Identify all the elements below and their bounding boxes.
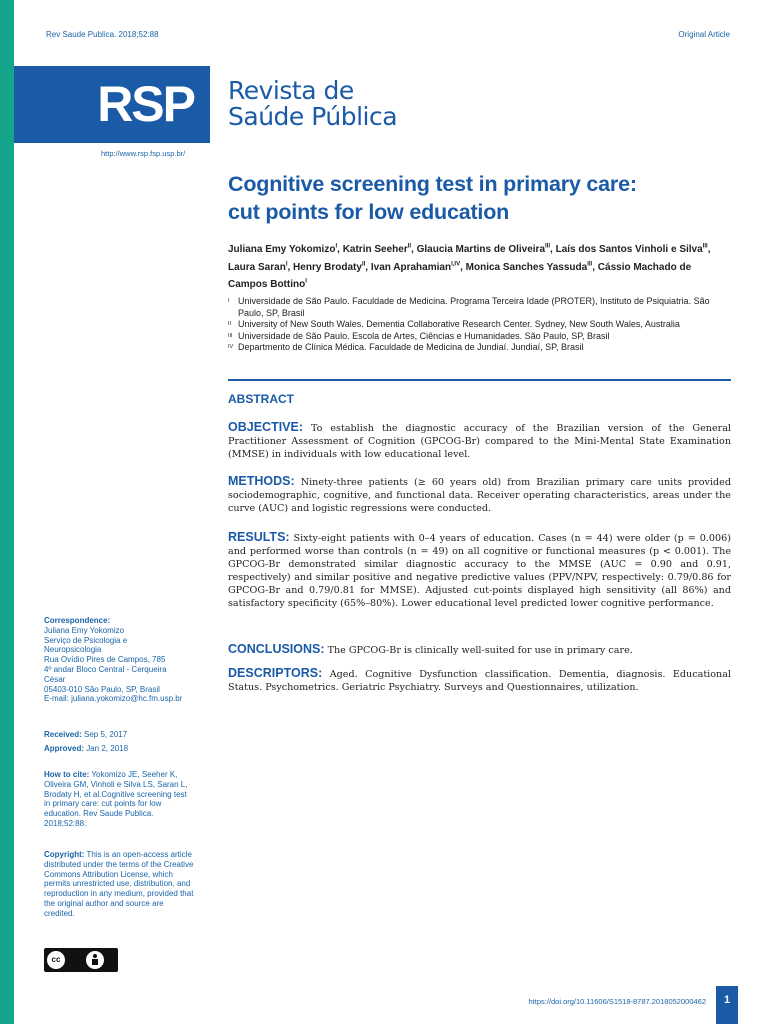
correspondence-line: 4º andar Bloco Central - Cerqueira xyxy=(44,664,167,674)
abstract-results xyxy=(228,531,731,610)
abstract-objective xyxy=(228,421,731,462)
author: Glaucia Martins de Oliveira$^{III}$, xyxy=(416,244,556,256)
correspondence-email-link[interactable]: E-mail: juliana.yokomizo@hc.fm.usp.br xyxy=(44,694,183,704)
conclusions-label: CONCLUSIONS: xyxy=(228,642,325,656)
affiliation-item xyxy=(228,296,733,319)
correspondence-label: Correspondence: xyxy=(44,616,111,625)
objective-text: To establish the diagnostic accuracy of the Brazilian version of the General Practitioner Assessment of Cognition (GPCOG-Br) compared to the Mini-Mental State Examination (MMSE) in individuals with low educational level. xyxy=(228,423,731,460)
descriptors-text: Aged. Cognitive Dysfunction classification. Dementia, diagnosis. Educational Status. Psychometrics. Geriatric Psychiatry. Surveys and Questionnaires, utilization. xyxy=(228,669,731,693)
header-article-type: Original Article xyxy=(678,30,730,39)
author: Cássio Machado de Campos Bottino$^I$ xyxy=(228,261,692,290)
abstract-divider xyxy=(228,379,731,381)
article-title xyxy=(228,170,738,226)
methods-label: METHODS: xyxy=(228,474,295,488)
abstract-conclusions xyxy=(228,643,731,658)
affiliation-text: Departmento de Clínica Médica. Faculdade de Medicina de Jundiaí. Jundiaí, SP, Brasil xyxy=(238,342,584,352)
author: Ivan Aprahamian$^{I,IV}$, xyxy=(370,261,466,273)
affiliation-marker: II xyxy=(228,321,232,327)
author: Monica Sanches Yassuda$^{III}$, xyxy=(465,261,598,273)
affiliation-item xyxy=(228,319,733,331)
attribution-person-icon xyxy=(86,951,104,969)
cc-icon: cc xyxy=(47,951,65,969)
descriptors-label: DESCRIPTORS: xyxy=(228,666,323,680)
journal-url-link[interactable]: http://www.rsp.fsp.usp.br/ xyxy=(101,149,186,158)
author: Katrin Seeher$^{II}$, xyxy=(342,244,417,256)
article-title-line2: cut points for low education xyxy=(228,200,510,224)
copyright-notice: Copyright: This is an open-access article distributed under the terms of the Creative Commons Attribution License, which permits unrestricted use, distribution, and reproduction in any medium, provided that the original author and source are credited. xyxy=(44,850,194,918)
abstract-heading: ABSTRACT xyxy=(228,392,294,406)
affiliation-marker: IV xyxy=(228,344,234,350)
author: Juliana Emy Yokomizo$^I$, xyxy=(228,244,343,256)
journal-name xyxy=(228,78,397,130)
abstract-methods xyxy=(228,475,731,516)
correspondence-line: Juliana Emy Yokomizo xyxy=(44,625,125,635)
correspondence-line: Serviço de Psicologia e xyxy=(44,635,128,645)
author-list xyxy=(228,240,732,292)
abstract-descriptors xyxy=(228,667,731,695)
doi-link[interactable]: https://doi.org/10.11606/S1518-8787.2018052000462 xyxy=(528,997,706,1006)
page-number: 1 xyxy=(723,994,731,1006)
article-title-line1: Cognitive screening test in primary care: xyxy=(228,172,637,196)
conclusions-text: The GPCOG-Br is clinically well-suited for use in primary care. xyxy=(324,645,633,656)
author: Laís dos Santos Vinholi e Silva$^{III}$, xyxy=(555,244,711,256)
journal-logo xyxy=(14,66,210,143)
header-citation: Rev Saude Publica. 2018;52:88 xyxy=(46,30,159,39)
objective-label: OBJECTIVE: xyxy=(228,420,304,434)
left-color-bar xyxy=(0,0,14,1024)
journal-logo-text: RSP xyxy=(97,76,194,132)
journal-name-line2: Saúde Pública xyxy=(228,102,398,131)
correspondence-line: César xyxy=(44,674,66,684)
creative-commons-by-badge[interactable] xyxy=(44,948,118,972)
author: Henry Brodaty$^{II}$, xyxy=(293,261,371,273)
correspondence-block xyxy=(44,616,194,704)
affiliation-text: Universidade de São Paulo. Escola de Artes, Ciências e Humanidades. São Paulo, SP, Brasil xyxy=(238,330,610,341)
affiliation-marker: III xyxy=(228,332,233,339)
author: Laura Saran$^I$, xyxy=(228,261,294,273)
affiliation-item xyxy=(228,331,733,343)
correspondence-line: 05403-010 São Paulo, SP, Brasil xyxy=(44,684,160,694)
page-number-box xyxy=(716,986,738,1024)
correspondence-line: Rua Ovídio Pires de Campos, 785 xyxy=(44,655,166,665)
received-date: Received: Sep 5, 2017 xyxy=(44,730,128,739)
affiliation-marker: I xyxy=(228,298,230,304)
approved-date: Approved: Jan 2, 2018 xyxy=(44,744,129,753)
affiliation-list xyxy=(228,296,733,354)
affiliation-text: Universidade de São Paulo. Faculdade de Medicina. Programa Terceira Idade (PROTER), Instituto de Psiquiatria. São Paulo, SP, Brasil xyxy=(238,296,710,318)
methods-text: Ninety-three patients (≥ 60 years old) from Brazilian primary care units provided sociodemographic, cognitive, and functional data. Receiver operating characteristics, areas under the curve (AUC) and logistic regressions were conducted. xyxy=(228,477,731,514)
results-text: Sixty-eight patients with 0–4 years of education. Cases (n = 44) were older (p = 0.006) and performed worse than controls (n = 49) on all cognitive or functional measures (p < 0.001). The GPCOG-Br demonstrated similar diagnostic accuracy to the MMSE (AUC = 0.90 and 0.91, respectively) and similar positive and negative predictive values (PPV/NPV, respectively: 0.79/0.86 for GPCOG-Br and 0.79/0.81 for MMSE). Adjusted cut-points displayed high sensitivity (all 86%) and satisfactory specificity (65%–80%). Lower educational level predicted lower cognitive performance. xyxy=(228,533,731,609)
results-label: RESULTS: xyxy=(228,530,290,544)
correspondence-line: Neuropsicologia xyxy=(44,645,102,655)
how-to-cite: How to cite: Yokomizo JE, Seeher K, Oliveira GM, Vinholi e Silva LS, Saran L, Brodaty H, et al.Cognitive screening test in primary care: cut points for low education. Rev Saude Publica. 2018;52:88. xyxy=(44,770,188,828)
journal-name-line1: Revista de xyxy=(228,76,354,105)
affiliation-item xyxy=(228,342,733,354)
affiliation-text: University of New South Wales. Dementia Collaborative Research Center. Sydney, New South Wales, Australia xyxy=(238,319,680,329)
